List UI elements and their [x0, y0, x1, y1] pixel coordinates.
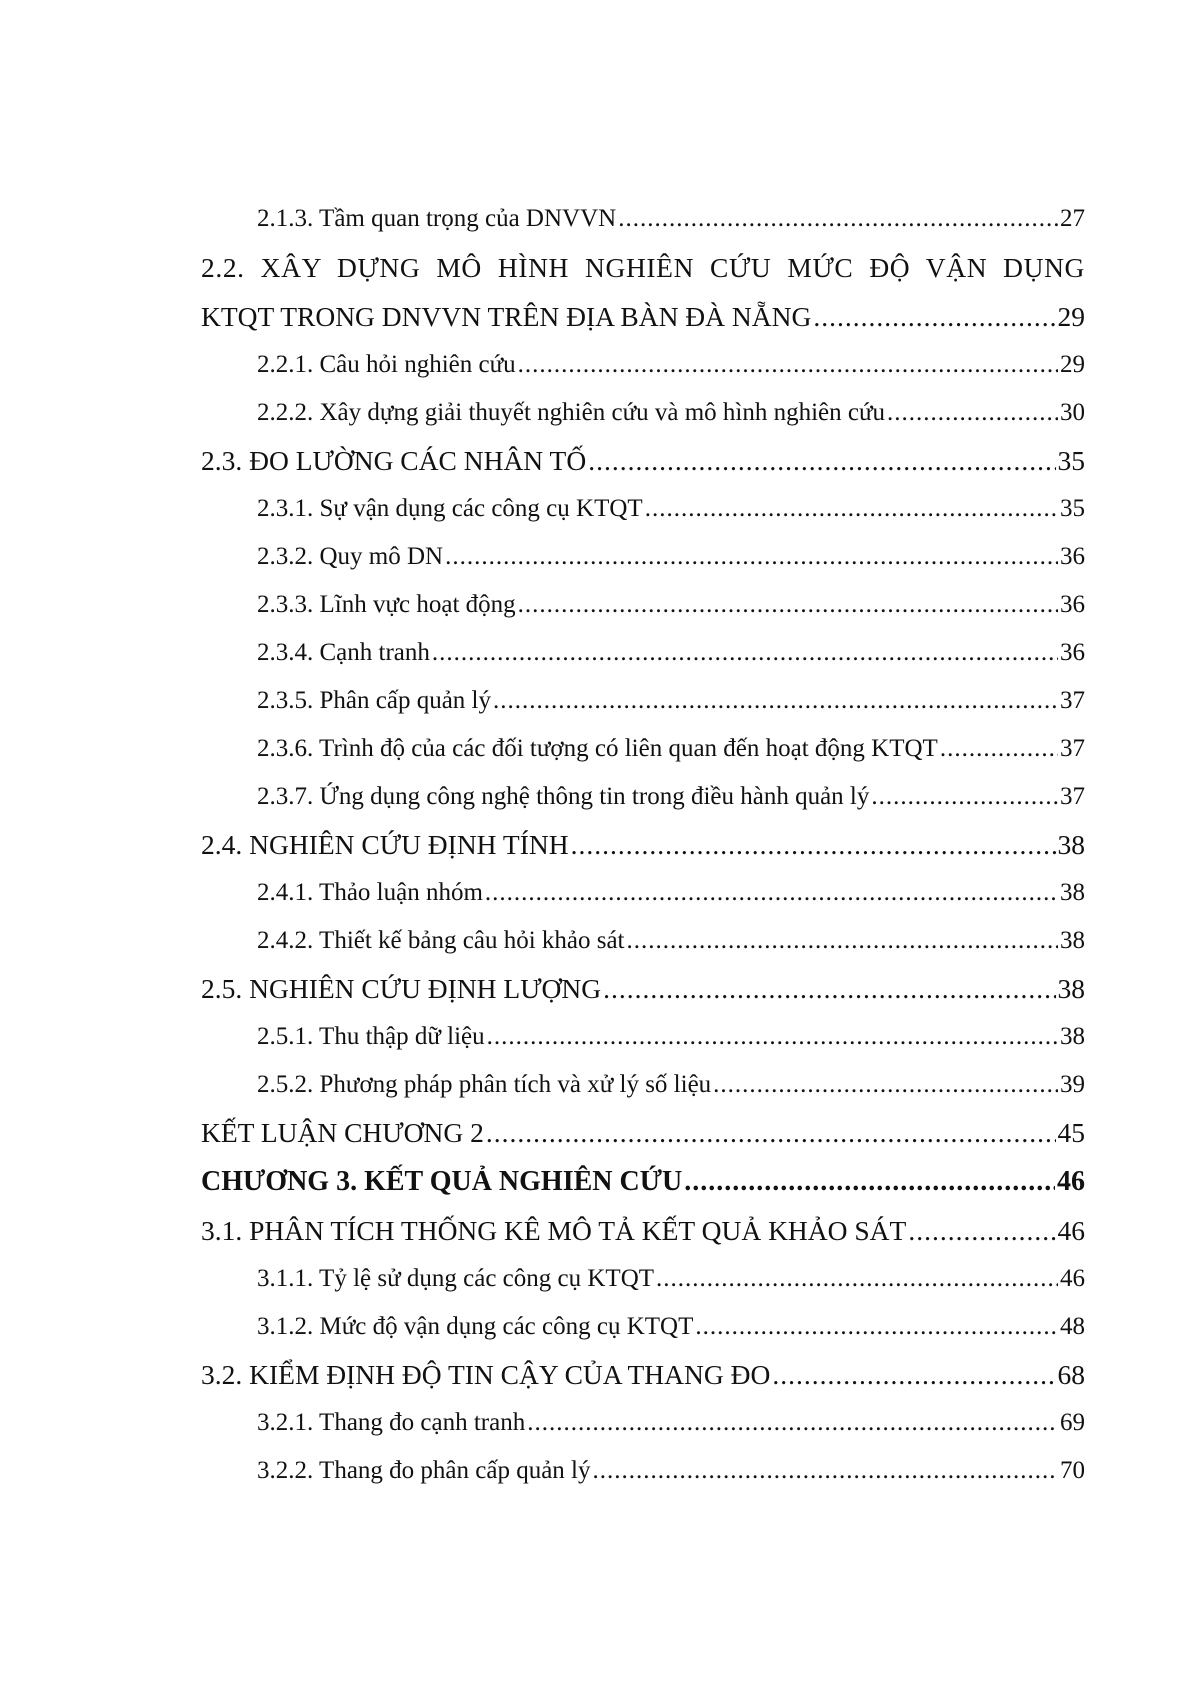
toc-entry-page: 35 [1060, 495, 1085, 522]
toc-entry[interactable] [201, 1157, 1085, 1207]
dot-leader [527, 1399, 1058, 1447]
toc-entry-page: 48 [1060, 1313, 1085, 1340]
toc-entry-page: 29 [1057, 301, 1085, 332]
toc-entry-label: 3.1. PHÂN TÍCH THỐNG KÊ MÔ TẢ KẾT QUẢ KHẢO SÁT [201, 1215, 907, 1246]
dot-leader [871, 773, 1058, 821]
dot-leader [486, 1109, 1056, 1157]
toc-entry-page: 68 [1057, 1359, 1085, 1390]
toc-entry-label: 2.2.1. Câu hỏi nghiên cứu [257, 351, 516, 378]
dot-leader [518, 581, 1058, 629]
toc-entry[interactable] [201, 485, 1085, 533]
toc-entry-label: 2.4.2. Thiết kế bảng câu hỏi khảo sát [257, 927, 625, 954]
toc-entry-label: CHƯƠNG 3. KẾT QUẢ NGHIÊN CỨU [201, 1166, 683, 1197]
toc-entry-page: 46 [1057, 1215, 1085, 1246]
dot-leader [518, 341, 1058, 389]
toc-entry-page: 36 [1060, 639, 1085, 666]
dot-leader [588, 437, 1055, 485]
dot-leader [813, 293, 1055, 341]
dot-leader [940, 725, 1058, 773]
toc-entry[interactable] [201, 243, 1085, 341]
toc-entry-page: 38 [1060, 927, 1085, 954]
toc-entry[interactable] [201, 965, 1085, 1013]
toc-entry-page: 29 [1060, 351, 1085, 378]
toc-entry[interactable] [201, 1061, 1085, 1109]
toc-entry[interactable] [201, 1109, 1085, 1157]
toc-entry-page: 27 [1060, 205, 1085, 232]
toc-entry-label: 2.3.6. Trình độ của các đối tượng có liên quan đến hoạt động KTQT [257, 735, 938, 762]
toc-entry-page: 37 [1060, 687, 1085, 714]
toc-entry-label: 2.3. ĐO LƯỜNG CÁC NHÂN TỐ [201, 445, 587, 476]
toc-entry-page: 39 [1060, 1071, 1085, 1098]
dot-leader [487, 1013, 1058, 1061]
toc-entry-label: 2.4.1. Thảo luận nhóm [257, 879, 483, 906]
toc-entry-label: 2.2. XÂY DỰNG MÔ HÌNH NGHIÊN CỨU MỨC ĐỘ VẬN DỤNG [201, 252, 1085, 283]
dot-leader [627, 917, 1058, 965]
toc-entry-page: 36 [1060, 543, 1085, 570]
toc-entry-page: 30 [1060, 399, 1085, 426]
toc-entry-label: 2.5. NGHIÊN CỨU ĐỊNH LƯỢNG [201, 973, 602, 1004]
toc-entry-page: 36 [1060, 591, 1085, 618]
toc-entry-label: 2.1.3. Tầm quan trọng của DNVVN [257, 205, 617, 232]
toc-entry-page: 37 [1060, 735, 1085, 762]
toc-entry[interactable] [201, 869, 1085, 917]
toc-entry-label: KẾT LUẬN CHƯƠNG 2 [201, 1117, 484, 1148]
toc-entry-label: 2.4. NGHIÊN CỨU ĐỊNH TÍNH [201, 829, 569, 860]
toc-entry-page: 46 [1060, 1265, 1085, 1292]
toc-entry[interactable] [201, 677, 1085, 725]
dot-leader [656, 1255, 1058, 1303]
toc-entry-page: 69 [1060, 1409, 1085, 1436]
table-of-contents [201, 195, 1085, 1495]
toc-entry-label: 2.3.4. Cạnh tranh [257, 639, 430, 666]
toc-entry-page: 38 [1060, 1023, 1085, 1050]
toc-entry[interactable] [201, 341, 1085, 389]
toc-entry-page: 38 [1057, 829, 1085, 860]
toc-entry[interactable] [201, 1207, 1085, 1255]
toc-entry[interactable] [201, 629, 1085, 677]
dot-leader [684, 1157, 1055, 1207]
dot-leader [485, 869, 1058, 917]
toc-entry-label: 3.2.1. Thang đo cạnh tranh [257, 1409, 526, 1436]
toc-entry[interactable] [201, 821, 1085, 869]
toc-entry-page: 38 [1060, 879, 1085, 906]
dot-leader [603, 965, 1055, 1013]
toc-entry-page: 38 [1057, 973, 1085, 1004]
dot-leader [593, 1447, 1059, 1495]
toc-entry[interactable] [201, 1303, 1085, 1351]
toc-entry[interactable] [201, 389, 1085, 437]
toc-entry-label-continued: KTQT TRONG DNVVN TRÊN ĐỊA BÀN ĐÀ NẴNG [201, 301, 812, 332]
toc-entry-page: 37 [1060, 783, 1085, 810]
toc-entry-page: 35 [1057, 445, 1085, 476]
toc-entry-label: 2.3.5. Phân cấp quản lý [257, 687, 491, 714]
toc-entry-label: 2.5.1. Thu thập dữ liệu [257, 1023, 485, 1050]
dot-leader [618, 195, 1058, 243]
toc-entry-label: 2.3.1. Sự vận dụng các công cụ KTQT [257, 495, 643, 522]
toc-entry[interactable] [201, 1447, 1085, 1495]
dot-leader [713, 1061, 1058, 1109]
toc-entry[interactable] [201, 917, 1085, 965]
toc-entry[interactable] [201, 437, 1085, 485]
dot-leader [887, 389, 1058, 437]
toc-entry-label: 2.2.2. Xây dựng giải thuyết nghiên cứu và mô hình nghiên cứu [257, 399, 886, 426]
toc-entry-label: 2.3.7. Ứng dụng công nghệ thông tin trong điều hành quản lý [257, 783, 870, 810]
dot-leader [571, 821, 1056, 869]
toc-entry-label: 3.2. KIỂM ĐỊNH ĐỘ TIN CẬY CỦA THANG ĐO [201, 1359, 771, 1390]
toc-entry-label: 2.3.2. Quy mô DN [257, 543, 444, 570]
dot-leader [908, 1207, 1055, 1255]
dot-leader [445, 533, 1058, 581]
dot-leader [432, 629, 1058, 677]
toc-entry-page: 70 [1060, 1457, 1085, 1484]
toc-entry[interactable] [201, 533, 1085, 581]
toc-entry-page: 46 [1057, 1166, 1085, 1197]
toc-entry-label: 3.1.2. Mức độ vận dụng các công cụ KTQT [257, 1313, 694, 1340]
toc-entry-label: 3.1.1. Tỷ lệ sử dụng các công cụ KTQT [257, 1265, 655, 1292]
dot-leader [772, 1351, 1055, 1399]
toc-entry[interactable] [201, 725, 1085, 773]
toc-entry-label: 2.3.3. Lĩnh vực hoạt động [257, 591, 516, 618]
dot-leader [645, 485, 1058, 533]
toc-entry[interactable] [201, 1255, 1085, 1303]
toc-entry-page: 45 [1057, 1117, 1085, 1148]
toc-entry[interactable] [201, 1351, 1085, 1399]
toc-entry-label: 2.5.2. Phương pháp phân tích và xử lý số liệu [257, 1071, 712, 1098]
toc-entry[interactable] [201, 1013, 1085, 1061]
dot-leader [493, 677, 1058, 725]
toc-entry[interactable] [201, 773, 1085, 821]
dot-leader [695, 1303, 1058, 1351]
toc-entry[interactable] [201, 195, 1085, 243]
toc-entry[interactable] [201, 1399, 1085, 1447]
toc-entry[interactable] [201, 581, 1085, 629]
toc-entry-label: 3.2.2. Thang đo phân cấp quản lý [257, 1457, 591, 1484]
